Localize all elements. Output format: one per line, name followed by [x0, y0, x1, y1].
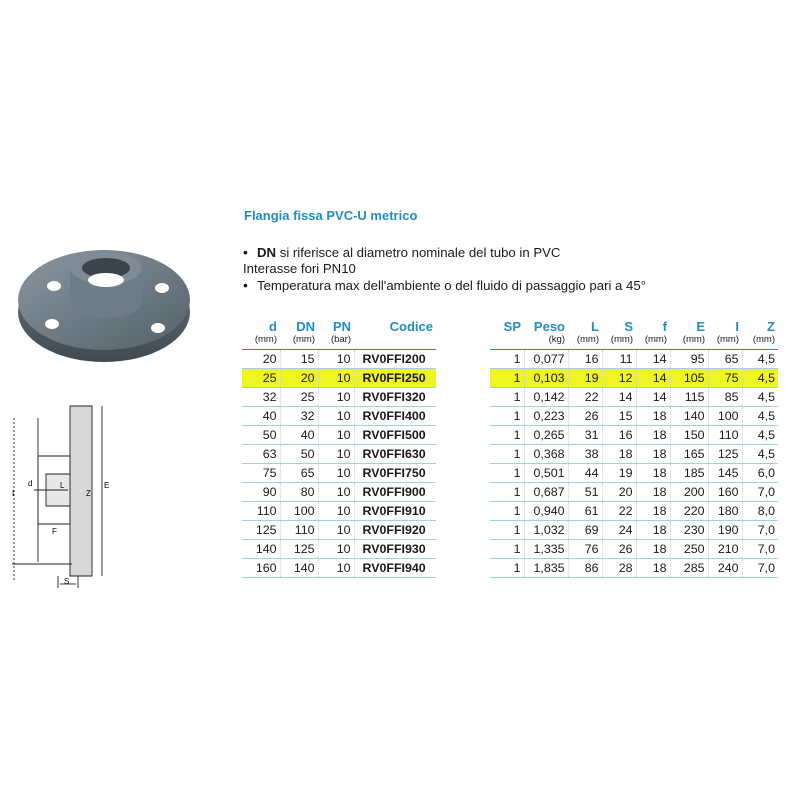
table1-cell: RV0FFI400 — [354, 406, 436, 425]
table1-unit-2: (bar) — [318, 334, 354, 349]
table1-cell: 110 — [242, 501, 280, 520]
table2-cell: 85 — [708, 387, 742, 406]
table2-cell: 1 — [490, 368, 524, 387]
table1-cell: 110 — [280, 520, 318, 539]
table-row — [242, 520, 436, 539]
table1-cell: 10 — [318, 482, 354, 501]
table-row — [490, 349, 778, 368]
table1-cell: RV0FFI940 — [354, 558, 436, 577]
table2-cell: 22 — [602, 501, 636, 520]
table1-cell: 10 — [318, 444, 354, 463]
table1-unit-0: (mm) — [242, 334, 280, 349]
table2-cell: 14 — [636, 387, 670, 406]
table2-cell: 18 — [636, 425, 670, 444]
table2-unit-2: (mm) — [568, 334, 602, 349]
bullet-icon: • — [243, 277, 248, 293]
table2-cell: 105 — [670, 368, 708, 387]
table2-header-4: f — [662, 319, 667, 334]
table2-cell: 1,835 — [524, 558, 568, 577]
table2-cell: 1 — [490, 387, 524, 406]
table1-unit-3 — [354, 334, 436, 349]
table-row — [242, 463, 436, 482]
table2-cell: 12 — [602, 368, 636, 387]
table2-cell: 230 — [670, 520, 708, 539]
table1-cell: 90 — [242, 482, 280, 501]
table2-cell: 44 — [568, 463, 602, 482]
table1-cell: 10 — [318, 387, 354, 406]
table1-cell: 50 — [242, 425, 280, 444]
table2-cell: 18 — [636, 558, 670, 577]
table1-cell: 65 — [280, 463, 318, 482]
table2-header-5: E — [696, 319, 705, 334]
label-s: S — [64, 577, 70, 586]
table2-cell: 6,0 — [742, 463, 778, 482]
table2-cell: 220 — [670, 501, 708, 520]
table2-cell: 65 — [708, 349, 742, 368]
table2-cell: 19 — [568, 368, 602, 387]
table2-cell: 19 — [602, 463, 636, 482]
table-row — [242, 501, 436, 520]
table-row — [242, 539, 436, 558]
table2-cell: 185 — [670, 463, 708, 482]
table2-cell: 1 — [490, 558, 524, 577]
table2-cell: 16 — [568, 349, 602, 368]
table2-cell: 20 — [602, 482, 636, 501]
table-row — [242, 482, 436, 501]
table2-cell: 150 — [670, 425, 708, 444]
spec-table-right — [490, 312, 778, 578]
table2-cell: 38 — [568, 444, 602, 463]
table2-cell: 31 — [568, 425, 602, 444]
table2-cell: 110 — [708, 425, 742, 444]
table1-cell: 140 — [242, 539, 280, 558]
table2-cell: 100 — [708, 406, 742, 425]
cross-section-drawing — [8, 404, 108, 590]
table2-cell: 0,265 — [524, 425, 568, 444]
table-row — [242, 349, 436, 368]
table2-cell: 0,501 — [524, 463, 568, 482]
table-row — [242, 558, 436, 577]
table2-cell: 7,0 — [742, 558, 778, 577]
table-row — [490, 406, 778, 425]
table2-cell: 7,0 — [742, 539, 778, 558]
note-dn-text: si riferisce al diametro nominale del tubo in PVC — [276, 245, 561, 260]
table1-cell: 25 — [242, 368, 280, 387]
label-f: F — [52, 527, 57, 536]
table1-cell: 10 — [318, 425, 354, 444]
table1-cell: 63 — [242, 444, 280, 463]
table2-cell: 18 — [636, 539, 670, 558]
table1-cell: 40 — [242, 406, 280, 425]
label-z: Z — [86, 489, 91, 498]
table2-cell: 4,5 — [742, 349, 778, 368]
table2-cell: 1 — [490, 349, 524, 368]
table2-cell: 1 — [490, 482, 524, 501]
table2-cell: 11 — [602, 349, 636, 368]
bullet-icon: • — [243, 244, 248, 260]
table2-cell: 1 — [490, 444, 524, 463]
table2-cell: 1,032 — [524, 520, 568, 539]
table2-cell: 18 — [636, 520, 670, 539]
table1-header-1: DN — [296, 319, 315, 334]
table2-cell: 0,940 — [524, 501, 568, 520]
table2-cell: 160 — [708, 482, 742, 501]
table1-cell: 10 — [318, 406, 354, 425]
table2-cell: 4,5 — [742, 425, 778, 444]
table-row — [242, 425, 436, 444]
note-temperature-text: Temperatura max dell'ambiente o del fluido di passaggio pari a 45° — [257, 278, 646, 293]
table1-cell: 32 — [280, 406, 318, 425]
table2-cell: 15 — [602, 406, 636, 425]
table1-cell: 50 — [280, 444, 318, 463]
table2-cell: 1,335 — [524, 539, 568, 558]
table1-cell: 10 — [318, 520, 354, 539]
table2-cell: 95 — [670, 349, 708, 368]
table-row — [490, 368, 778, 387]
table2-cell: 0,223 — [524, 406, 568, 425]
table-row — [242, 444, 436, 463]
table2-cell: 7,0 — [742, 520, 778, 539]
table2-unit-1: (kg) — [524, 334, 568, 349]
table2-cell: 18 — [636, 501, 670, 520]
table-row — [490, 425, 778, 444]
table1-cell: 20 — [280, 368, 318, 387]
table1-cell: 10 — [318, 368, 354, 387]
table2-cell: 140 — [670, 406, 708, 425]
table2-unit-6: (mm) — [708, 334, 742, 349]
table1-cell: RV0FFI920 — [354, 520, 436, 539]
table1-cell: RV0FFI900 — [354, 482, 436, 501]
table2-cell: 1 — [490, 520, 524, 539]
table2-cell: 26 — [602, 539, 636, 558]
table2-cell: 125 — [708, 444, 742, 463]
table2-cell: 26 — [568, 406, 602, 425]
table2-header-1: Peso — [533, 319, 565, 334]
table-row — [490, 539, 778, 558]
table-row — [242, 406, 436, 425]
table2-cell: 1 — [490, 539, 524, 558]
table2-cell: 180 — [708, 501, 742, 520]
table2-cell: 76 — [568, 539, 602, 558]
table-row — [490, 463, 778, 482]
table2-cell: 285 — [670, 558, 708, 577]
table2-cell: 115 — [670, 387, 708, 406]
table1-cell: 10 — [318, 501, 354, 520]
table2-cell: 18 — [636, 482, 670, 501]
notes — [243, 244, 646, 294]
table2-cell: 4,5 — [742, 406, 778, 425]
table1-cell: RV0FFI500 — [354, 425, 436, 444]
table1-cell: 10 — [318, 558, 354, 577]
label-e: E — [104, 481, 110, 490]
spec-table-left — [242, 312, 436, 578]
table2-cell: 4,5 — [742, 368, 778, 387]
table2-cell: 240 — [708, 558, 742, 577]
table2-cell: 1 — [490, 425, 524, 444]
table1-cell: RV0FFI910 — [354, 501, 436, 520]
table1-cell: 10 — [318, 539, 354, 558]
table2-cell: 18 — [636, 406, 670, 425]
table1-cell: 25 — [280, 387, 318, 406]
table2-cell: 75 — [708, 368, 742, 387]
table1-cell: RV0FFI320 — [354, 387, 436, 406]
table1-unit-1: (mm) — [280, 334, 318, 349]
table2-cell: 61 — [568, 501, 602, 520]
table1-cell: RV0FFI250 — [354, 368, 436, 387]
table1-cell: 125 — [242, 520, 280, 539]
note-interasse: Interasse fori PN10 — [243, 261, 356, 276]
table2-cell: 0,077 — [524, 349, 568, 368]
table1-cell: 32 — [242, 387, 280, 406]
table2-cell: 86 — [568, 558, 602, 577]
table2-cell: 1 — [490, 406, 524, 425]
table2-cell: 14 — [636, 349, 670, 368]
table1-cell: RV0FFI750 — [354, 463, 436, 482]
table2-cell: 18 — [636, 444, 670, 463]
table2-cell: 0,368 — [524, 444, 568, 463]
table1-cell: 100 — [280, 501, 318, 520]
table1-header-2: PN — [332, 319, 351, 334]
table2-header-2: L — [591, 319, 599, 334]
table1-cell: 10 — [318, 349, 354, 368]
table2-cell: 14 — [636, 368, 670, 387]
table1-cell: 75 — [242, 463, 280, 482]
note-dn — [243, 244, 646, 261]
table2-unit-5: (mm) — [670, 334, 708, 349]
table2-cell: 7,0 — [742, 482, 778, 501]
table2-cell: 18 — [602, 444, 636, 463]
table2-header-0: SP — [503, 319, 521, 334]
table2-cell: 4,5 — [742, 387, 778, 406]
table-row — [490, 558, 778, 577]
product-title: Flangia fissa PVC-U metrico — [244, 208, 418, 223]
table2-cell: 24 — [602, 520, 636, 539]
table2-unit-0 — [490, 334, 524, 349]
note-dn-bold: DN — [257, 245, 277, 260]
table2-cell: 16 — [602, 425, 636, 444]
table1-cell: 140 — [280, 558, 318, 577]
table2-cell: 69 — [568, 520, 602, 539]
table2-cell: 8,0 — [742, 501, 778, 520]
table2-cell: 1 — [490, 501, 524, 520]
table2-cell: 0,142 — [524, 387, 568, 406]
table1-header-0: d — [269, 319, 277, 334]
table2-cell: 190 — [708, 520, 742, 539]
table1-cell: 125 — [280, 539, 318, 558]
table2-unit-3: (mm) — [602, 334, 636, 349]
table2-cell: 51 — [568, 482, 602, 501]
table1-header-3: Codice — [389, 319, 433, 334]
table2-cell: 210 — [708, 539, 742, 558]
table2-cell: 250 — [670, 539, 708, 558]
table2-cell: 0,103 — [524, 368, 568, 387]
table2-cell: 18 — [636, 463, 670, 482]
table-row — [242, 368, 436, 387]
table1-cell: 80 — [280, 482, 318, 501]
label-d: d — [28, 479, 33, 488]
label-l: L — [60, 481, 65, 490]
table2-unit-7: (mm) — [742, 334, 778, 349]
table-row — [490, 387, 778, 406]
table-row — [490, 444, 778, 463]
flange-photo — [12, 228, 198, 368]
table2-header-6: I — [735, 319, 739, 334]
table2-cell: 145 — [708, 463, 742, 482]
table1-cell: 15 — [280, 349, 318, 368]
table1-cell: RV0FFI630 — [354, 444, 436, 463]
table1-cell: 20 — [242, 349, 280, 368]
table-row — [490, 501, 778, 520]
table1-cell: RV0FFI200 — [354, 349, 436, 368]
table2-cell: 14 — [602, 387, 636, 406]
table1-cell: 40 — [280, 425, 318, 444]
table2-cell: 200 — [670, 482, 708, 501]
table2-cell: 28 — [602, 558, 636, 577]
table2-unit-4: (mm) — [636, 334, 670, 349]
table1-cell: RV0FFI930 — [354, 539, 436, 558]
table2-cell: 165 — [670, 444, 708, 463]
table2-header-7: Z — [767, 319, 775, 334]
note-temperature — [243, 277, 646, 294]
label-d-outer: I — [12, 489, 15, 498]
table2-header-3: S — [624, 319, 633, 334]
table2-cell: 0,687 — [524, 482, 568, 501]
table1-cell: 10 — [318, 463, 354, 482]
table2-cell: 22 — [568, 387, 602, 406]
table-row — [242, 387, 436, 406]
table2-cell: 1 — [490, 463, 524, 482]
table1-cell: 160 — [242, 558, 280, 577]
table2-cell: 4,5 — [742, 444, 778, 463]
table-row — [490, 520, 778, 539]
table-row — [490, 482, 778, 501]
